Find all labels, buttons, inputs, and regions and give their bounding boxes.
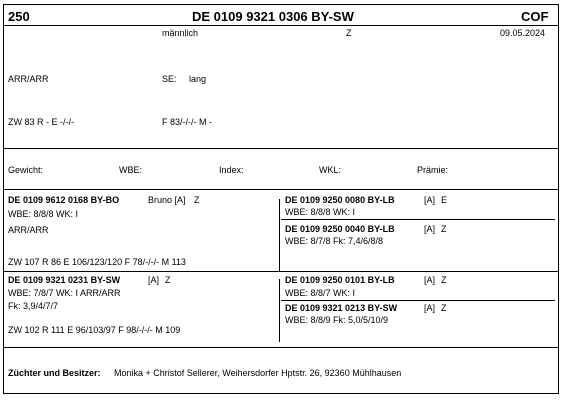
- fm-marker: Z: [441, 224, 447, 234]
- mf-mm-divider: [281, 300, 555, 301]
- mother-wbe: WBE: 7/8/7 WK: I ARR/ARR: [8, 288, 121, 298]
- mm-wbe: WBE: 8/8/9 Fk: 5,0/5/10/9: [285, 315, 389, 325]
- fm-ring: DE 0109 9250 0040 BY-LB: [285, 224, 395, 234]
- ff-ring: DE 0109 9250 0080 BY-LB: [285, 195, 395, 205]
- footer-divider: [3, 347, 559, 348]
- breeder-value: Monika + Christof Sellerer, Weihersdorfer Hptstr. 26, 92360 Mühlhausen: [114, 368, 402, 378]
- ff-tag: [A]: [424, 195, 436, 205]
- father-ring: DE 0109 9612 0168 BY-BO: [8, 195, 120, 205]
- marker-value: Z: [346, 28, 352, 38]
- pedigree-top-divider: [3, 189, 559, 190]
- father-genotype: ARR/ARR: [8, 225, 49, 235]
- ff-fm-divider: [281, 219, 555, 220]
- ff-marker: E: [441, 195, 448, 205]
- mother-zw: ZW 102 R 111 E 96/103/97 F 98/-/-/- M 109: [8, 325, 181, 335]
- father-wbe: WBE: 8/8/8 WK: I: [8, 209, 79, 219]
- stats-top-divider: [3, 148, 559, 149]
- wbe-label: WBE:: [119, 165, 143, 175]
- praemie-label: Prämie:: [417, 165, 449, 175]
- mother-ring: DE 0109 9321 0231 BY-SW: [8, 275, 121, 285]
- genotype-value: ARR/ARR: [8, 74, 49, 84]
- father-grandparents-divider: [279, 199, 280, 272]
- se-label: SE:: [162, 74, 177, 84]
- mf-tag: [A]: [424, 275, 436, 285]
- sex-value: männlich: [162, 28, 199, 38]
- father-name: Bruno [A]: [148, 195, 186, 205]
- mm-tag: [A]: [424, 303, 436, 313]
- father-marker: Z: [194, 195, 200, 205]
- mf-marker: Z: [441, 275, 447, 285]
- mother-grandparents-divider: [279, 279, 280, 342]
- mm-marker: Z: [441, 303, 447, 313]
- fm-wbe: WBE: 8/7/8 Fk: 7,4/6/8/8: [285, 236, 384, 246]
- index-label: Index:: [219, 165, 244, 175]
- weight-label: Gewicht:: [8, 165, 44, 175]
- wkl-label: WKL:: [319, 165, 342, 175]
- birth-date: 09.05.2024: [500, 28, 546, 38]
- f-value: F 83/-/-/- M -: [162, 117, 212, 127]
- zw-value: ZW 83 R - E -/-/-: [8, 117, 74, 127]
- breeder-label: Züchter und Besitzer:: [8, 368, 101, 378]
- se-value: lang: [189, 74, 207, 84]
- mother-fk: Fk: 3,9/4/7/7: [8, 301, 59, 311]
- mm-ring: DE 0109 9321 0213 BY-SW: [285, 303, 398, 313]
- father-zw: ZW 107 R 86 E 106/123/120 F 78/-/-/- M 113: [8, 257, 186, 267]
- mother-marker: Z: [165, 275, 171, 285]
- parents-divider: [3, 271, 559, 272]
- breed-code: COF: [521, 9, 549, 24]
- mf-wbe: WBE: 8/8/7 WK: I: [285, 288, 356, 298]
- mother-tag: [A]: [148, 275, 160, 285]
- ff-wbe: WBE: 8/8/8 WK: I: [285, 207, 356, 217]
- ring-id: DE 0109 9321 0306 BY-SW: [192, 9, 354, 24]
- fm-tag: [A]: [424, 224, 436, 234]
- mf-ring: DE 0109 9250 0101 BY-LB: [285, 275, 395, 285]
- entry-number: 250: [8, 9, 30, 24]
- header-divider: [3, 25, 559, 26]
